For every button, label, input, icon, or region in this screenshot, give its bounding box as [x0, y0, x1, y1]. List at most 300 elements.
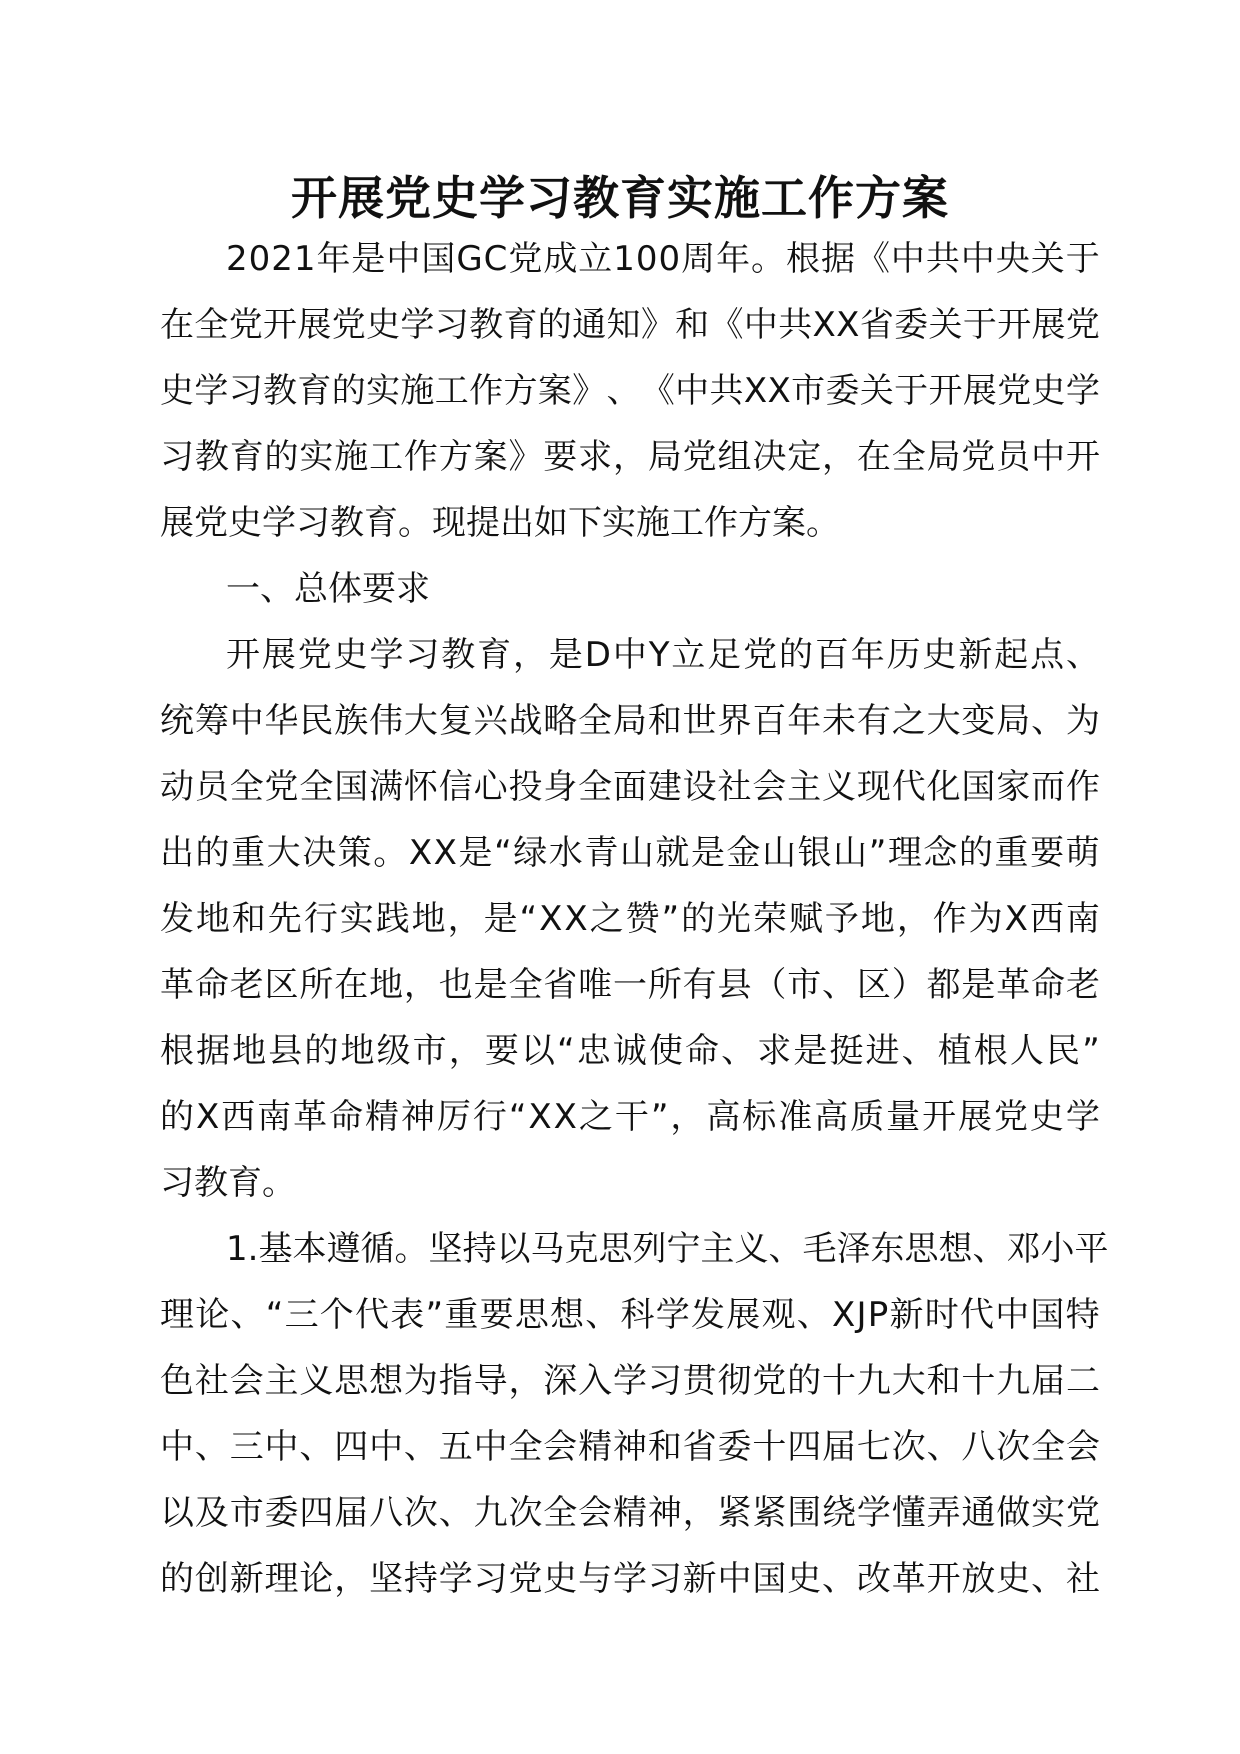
line-glyph: 学: [369, 635, 404, 675]
line-glyph: 出: [160, 833, 194, 873]
line-glyph: 据: [196, 1031, 231, 1071]
line-text: [160, 952, 1100, 1018]
line-glyph: 八: [961, 1427, 996, 1467]
line-glyph: 中: [1031, 437, 1066, 477]
line-glyph: 党: [331, 305, 366, 345]
line-glyph: 是: [961, 965, 996, 1005]
line-glyph: 重: [444, 1295, 479, 1335]
line-glyph: 发: [160, 899, 194, 939]
line-glyph: 定: [787, 437, 822, 477]
line-glyph: 观: [761, 1295, 796, 1335]
line-glyph: 在: [334, 965, 369, 1005]
line-glyph: 深: [543, 1361, 578, 1401]
line-glyph: 开: [997, 305, 1032, 345]
line-glyph: 山: [833, 833, 868, 873]
line-glyph: 1: [613, 239, 635, 279]
line-glyph: 命: [194, 965, 229, 1005]
line-glyph: 年: [716, 239, 751, 279]
line-glyph: 科: [620, 1295, 655, 1335]
line-glyph: 。: [394, 1229, 429, 1269]
line-glyph: 的: [778, 635, 813, 675]
line-text: [226, 1216, 1109, 1282]
line-glyph: 开: [263, 305, 298, 345]
line-glyph: 届: [822, 1427, 857, 1467]
line-glyph: 植: [937, 1031, 972, 1071]
line-glyph: 成: [543, 239, 578, 279]
line-glyph: 高: [706, 1097, 741, 1137]
line-glyph: 、: [721, 1031, 756, 1071]
line-glyph: 县: [268, 1031, 303, 1071]
line-glyph: 展: [726, 1295, 761, 1335]
line-glyph: 通: [572, 305, 607, 345]
line-glyph: 重: [994, 833, 1029, 873]
line-glyph: 史: [1029, 1097, 1064, 1137]
line-glyph: 是: [483, 899, 518, 939]
line-glyph: 坚: [369, 1559, 404, 1599]
document-line: [226, 1216, 1109, 1282]
line-glyph: 民: [299, 701, 334, 741]
line-glyph: 诚: [612, 1031, 647, 1071]
line-glyph: 习: [405, 635, 440, 675]
line-glyph: 实: [339, 899, 374, 939]
line-glyph: 根: [160, 1031, 194, 1071]
line-glyph: 未: [822, 701, 857, 741]
line-text: [160, 1018, 1100, 1084]
line-glyph: 全: [299, 767, 334, 807]
line-glyph: 党: [682, 437, 717, 477]
line-text: [160, 1480, 1100, 1546]
line-glyph: 立: [671, 635, 706, 675]
line-text: [160, 886, 1100, 952]
line-glyph: 命: [685, 1031, 720, 1071]
line-glyph: 在: [160, 305, 194, 345]
line-glyph: ，: [670, 1097, 705, 1137]
line-glyph: 量: [886, 1097, 921, 1137]
line-glyph: 大: [926, 701, 961, 741]
line-glyph: 全: [543, 1493, 578, 1533]
line-glyph: 命: [329, 1097, 364, 1137]
line-glyph: 党: [508, 1559, 543, 1599]
line-glyph: 伟: [369, 701, 404, 741]
line-glyph: X: [1004, 899, 1028, 939]
line-glyph: 发: [691, 1295, 725, 1335]
line-glyph: 全: [194, 305, 229, 345]
line-glyph: 山: [762, 833, 797, 873]
line-glyph: 化: [926, 767, 961, 807]
line-glyph: 求: [578, 437, 613, 477]
line-glyph: 史: [996, 1559, 1031, 1599]
line-glyph: 贯: [682, 1361, 717, 1401]
document-line: [160, 1150, 1100, 1216]
line-glyph: 水: [548, 833, 583, 873]
line-glyph: 以: [160, 1493, 194, 1533]
line-glyph: 四: [334, 1427, 369, 1467]
line-glyph: 会: [229, 1361, 264, 1401]
line-glyph: 习: [434, 305, 469, 345]
line-text: [160, 1084, 1100, 1150]
line-glyph: 变: [961, 701, 996, 741]
line-glyph: 、: [926, 1427, 961, 1467]
line-glyph: 人: [1009, 1031, 1044, 1071]
line-glyph: 习: [647, 1361, 682, 1401]
line-glyph: 二: [1065, 1361, 1100, 1401]
line-glyph: 施: [334, 437, 369, 477]
line-glyph: 、: [230, 1295, 265, 1335]
line-glyph: 要: [1030, 833, 1065, 873]
line-glyph: 绕: [822, 1493, 857, 1533]
line-glyph: 七: [856, 1427, 891, 1467]
line-text: [160, 1546, 1100, 1612]
line-glyph: 历: [886, 635, 921, 675]
line-glyph: 放: [961, 1559, 996, 1599]
line-glyph: 共: [778, 305, 813, 345]
line-glyph: 有: [682, 965, 717, 1005]
line-glyph: 中: [717, 1559, 752, 1599]
line-glyph: 围: [787, 1493, 822, 1533]
document-line: [160, 358, 1100, 424]
line-glyph: 高: [814, 1097, 849, 1137]
line-glyph: 的: [160, 1097, 194, 1137]
line-glyph: 国: [752, 1559, 787, 1599]
line-glyph: 义: [734, 1229, 769, 1269]
line-glyph: X: [767, 371, 791, 411]
line-glyph: 新: [889, 1295, 924, 1335]
line-glyph: 教: [441, 635, 476, 675]
line-glyph: 次: [508, 1493, 543, 1533]
line-glyph: 全: [508, 965, 543, 1005]
line-glyph: 展: [1031, 305, 1066, 345]
line-glyph: 、: [901, 1031, 936, 1071]
line-glyph: 神: [612, 1427, 647, 1467]
line-glyph: 现: [856, 767, 891, 807]
line-glyph: 学: [194, 371, 229, 411]
line-glyph: 国: [421, 239, 456, 279]
document-line: [160, 1084, 1100, 1150]
line-glyph: 义: [299, 1361, 334, 1401]
line-glyph: P: [867, 1295, 889, 1335]
line-glyph: 委: [717, 1427, 752, 1467]
document-line: [160, 1480, 1100, 1546]
line-glyph: 、: [299, 1427, 334, 1467]
line-glyph: 南: [1065, 899, 1100, 939]
line-glyph: 九: [996, 1361, 1031, 1401]
line-glyph: 的: [264, 437, 299, 477]
line-glyph: 史: [922, 635, 957, 675]
line-glyph: 党: [297, 635, 332, 675]
line-glyph: 想: [369, 1361, 404, 1401]
line-glyph: 三: [284, 1295, 319, 1335]
line-glyph: 的: [787, 1361, 822, 1401]
line-glyph: 次: [891, 1427, 926, 1467]
line-glyph: 共: [925, 239, 960, 279]
line-glyph: 学: [400, 305, 435, 345]
line-text: [160, 358, 1100, 424]
line-glyph: 决: [752, 437, 787, 477]
line-glyph: 学: [655, 1295, 690, 1335]
line-glyph: 列: [632, 1229, 667, 1269]
line-glyph: ，: [447, 899, 482, 939]
document-line: [160, 1414, 1100, 1480]
line-glyph: ，: [682, 1493, 717, 1533]
line-glyph: 省: [543, 965, 578, 1005]
line-glyph: 地: [860, 899, 895, 939]
line-glyph: 之: [891, 701, 926, 741]
line-glyph: 指: [438, 1361, 473, 1401]
line-glyph: 新: [682, 1559, 717, 1599]
line-glyph: 持: [462, 1229, 497, 1269]
line-glyph: 国: [961, 767, 996, 807]
line-glyph: 中: [369, 1427, 404, 1467]
line-glyph: 代: [355, 1295, 390, 1335]
line-glyph: 小: [1040, 1229, 1075, 1269]
line-glyph: 年: [850, 635, 885, 675]
line-glyph: 投: [508, 767, 543, 807]
line-glyph: 所: [647, 965, 682, 1005]
line-glyph: 山: [619, 833, 654, 873]
line-glyph: 宁: [666, 1229, 701, 1269]
line-glyph: 市: [791, 371, 826, 411]
line-glyph: 战: [508, 701, 543, 741]
line-glyph: 萌: [1065, 833, 1100, 873]
line-glyph: 足: [707, 635, 742, 675]
line-glyph: 中: [229, 701, 264, 741]
line-glyph: 工: [434, 371, 469, 411]
line-glyph: 届: [1031, 1361, 1066, 1401]
line-glyph: 所: [299, 965, 334, 1005]
line-glyph: 在: [856, 437, 891, 477]
line-glyph: “: [265, 1295, 284, 1335]
line-glyph: 金: [726, 833, 761, 873]
line-glyph: 主: [787, 767, 822, 807]
line-glyph: 和: [647, 701, 682, 741]
line-glyph: ”: [425, 1295, 444, 1335]
line-glyph: 行: [303, 899, 338, 939]
line-glyph: 华: [264, 701, 299, 741]
line-glyph: 据: [820, 239, 855, 279]
line-glyph: 立: [578, 239, 613, 279]
line-glyph: 命: [1031, 965, 1066, 1005]
line-glyph: 0: [658, 239, 681, 279]
line-glyph: 策: [337, 833, 372, 873]
line-glyph: 局: [612, 701, 647, 741]
line-glyph: 2: [226, 239, 248, 279]
line-glyph: 展: [962, 371, 997, 411]
line-glyph: 而: [1031, 767, 1066, 807]
line-glyph: 《: [709, 305, 744, 345]
line-glyph: X: [408, 833, 433, 873]
line-glyph: 入: [578, 1361, 613, 1401]
line-glyph: 干: [614, 1097, 649, 1137]
line-glyph: 史: [1031, 371, 1066, 411]
line-glyph: 市: [787, 965, 822, 1005]
line-glyph: 省: [859, 305, 894, 345]
line-glyph: 的: [331, 371, 366, 411]
line-glyph: X: [433, 833, 457, 873]
line-glyph: 建: [647, 767, 682, 807]
line-glyph: 西: [221, 1097, 256, 1137]
line-glyph: 九: [856, 1361, 891, 1401]
line-text: 习教育。: [160, 1163, 296, 1203]
line-glyph: 精: [612, 1493, 647, 1533]
line-glyph: 地: [340, 1031, 375, 1071]
line-glyph: 年: [787, 701, 822, 741]
line-glyph: 国: [334, 767, 369, 807]
line-glyph: 的: [537, 305, 572, 345]
line-glyph: Y: [648, 635, 670, 675]
line-glyph: 设: [682, 767, 717, 807]
line-glyph: 东: [870, 1229, 905, 1269]
line-glyph: 族: [334, 701, 369, 741]
line-glyph: （: [752, 965, 787, 1005]
line-glyph: 地: [232, 1031, 267, 1071]
line-glyph: 筹: [194, 701, 229, 741]
line-glyph: 、: [1031, 1559, 1066, 1599]
section-heading: [226, 556, 1100, 622]
line-glyph: ，: [403, 965, 438, 1005]
line-glyph: 四: [299, 1493, 334, 1533]
line-glyph: 社: [194, 1361, 229, 1401]
line-glyph: 求: [757, 1031, 792, 1071]
line-glyph: 忠: [576, 1031, 611, 1071]
line-glyph: 革: [160, 965, 194, 1005]
line-glyph: 创: [194, 1559, 229, 1599]
line-glyph: 委: [894, 305, 929, 345]
line-glyph: 精: [578, 1427, 613, 1467]
line-glyph: 有: [856, 701, 891, 741]
line-glyph: 、: [403, 1427, 438, 1467]
document-title: 开展党史学习教育实施工作方案: [291, 171, 949, 225]
line-glyph: 代: [891, 767, 926, 807]
line-glyph: 持: [403, 1559, 438, 1599]
line-glyph: 为: [968, 899, 1003, 939]
line-glyph: 周: [681, 239, 716, 279]
line-glyph: 个: [319, 1295, 354, 1335]
line-glyph: 会: [752, 767, 787, 807]
line-glyph: 一: [612, 965, 647, 1005]
line-glyph: ，: [822, 437, 857, 477]
line-glyph: 义: [822, 767, 857, 807]
line-glyph: 以: [496, 1229, 531, 1269]
line-glyph: 通: [961, 1493, 996, 1533]
line-glyph: 员: [996, 437, 1031, 477]
line-glyph: 动: [160, 767, 194, 807]
line-glyph: 地: [369, 965, 404, 1005]
line-glyph: 起: [994, 635, 1029, 675]
line-glyph: 以: [520, 1031, 555, 1071]
line-glyph: 马: [530, 1229, 565, 1269]
line-glyph: 、: [768, 1229, 803, 1269]
line-glyph: 身: [543, 767, 578, 807]
line-glyph: 中: [473, 1427, 508, 1467]
line-glyph: 开: [926, 1559, 961, 1599]
line-glyph: 史: [160, 371, 194, 411]
line-glyph: 教: [194, 437, 229, 477]
line-glyph: 省: [682, 1427, 717, 1467]
line-glyph: 本: [292, 1229, 327, 1269]
line-glyph: 泽: [836, 1229, 871, 1269]
line-glyph: 委: [825, 371, 860, 411]
line-glyph: 十: [961, 1361, 996, 1401]
line-glyph: 关: [1030, 239, 1065, 279]
line-glyph: 平: [1074, 1229, 1109, 1269]
line-glyph: 西: [1029, 899, 1064, 939]
line-text: [160, 1414, 1100, 1480]
line-glyph: ，: [513, 635, 547, 675]
line-glyph: 次: [403, 1493, 438, 1533]
line-glyph: 、: [1065, 635, 1100, 675]
line-glyph: 届: [334, 1493, 369, 1533]
line-glyph: 时: [924, 1295, 959, 1335]
line-glyph: 实: [1031, 1493, 1066, 1533]
line-glyph: 紧: [717, 1493, 752, 1533]
line-glyph: 主: [700, 1229, 735, 1269]
line-glyph: 是: [458, 833, 493, 873]
line-glyph: ，: [508, 1361, 543, 1401]
line-glyph: 局: [647, 437, 682, 477]
line-glyph: 彻: [717, 1361, 752, 1401]
line-glyph: 、: [585, 1295, 620, 1335]
line-glyph: 党: [264, 767, 299, 807]
line-glyph: 中: [675, 371, 710, 411]
line-glyph: 实: [366, 371, 401, 411]
line-glyph: 展: [261, 635, 296, 675]
line-glyph: 重: [231, 833, 266, 873]
line-glyph: 四: [787, 1427, 822, 1467]
line-glyph: 民: [1045, 1031, 1080, 1071]
line-glyph: 、: [1031, 701, 1066, 741]
line-glyph: 信: [438, 767, 473, 807]
line-glyph: 施: [400, 371, 435, 411]
line-glyph: 九: [473, 1493, 508, 1533]
line-glyph: 作: [1065, 767, 1100, 807]
line-glyph: 、: [438, 1493, 473, 1533]
line-glyph: X: [812, 305, 836, 345]
line-glyph: 神: [647, 1493, 682, 1533]
line-glyph: 要: [543, 437, 578, 477]
document-line: [160, 1282, 1100, 1348]
line-glyph: ，: [612, 437, 647, 477]
line-glyph: 弄: [926, 1493, 961, 1533]
line-glyph: 中: [612, 635, 647, 675]
line-glyph: 复: [438, 701, 473, 741]
line-glyph: 会: [543, 1427, 578, 1467]
document-line: [226, 622, 1100, 688]
line-glyph: 家: [996, 767, 1031, 807]
line-glyph: 论: [299, 1559, 334, 1599]
line-glyph: 要: [479, 1295, 514, 1335]
line-glyph: 新: [958, 635, 993, 675]
line-glyph: 关: [859, 371, 894, 411]
document-line: [160, 820, 1100, 886]
line-glyph: X: [743, 371, 768, 411]
line-glyph: X: [539, 899, 563, 939]
line-glyph: 光: [717, 899, 752, 939]
document-line: [160, 952, 1100, 1018]
line-glyph: 行: [472, 1097, 507, 1137]
line-glyph: X: [831, 1295, 856, 1335]
line-glyph: 代: [959, 1295, 994, 1335]
line-glyph: 五: [438, 1427, 473, 1467]
document-line: [160, 1348, 1100, 1414]
line-glyph: 中: [960, 239, 995, 279]
line-glyph: 特: [1065, 1295, 1100, 1335]
line-glyph: 统: [160, 701, 194, 741]
line-glyph: 怀: [403, 767, 438, 807]
line-text: 展党史学习教育。现提出如下实施工作方案。: [160, 503, 840, 543]
line-glyph: 、: [194, 1427, 229, 1467]
line-glyph: X: [564, 899, 588, 939]
document-line: [226, 226, 1100, 292]
